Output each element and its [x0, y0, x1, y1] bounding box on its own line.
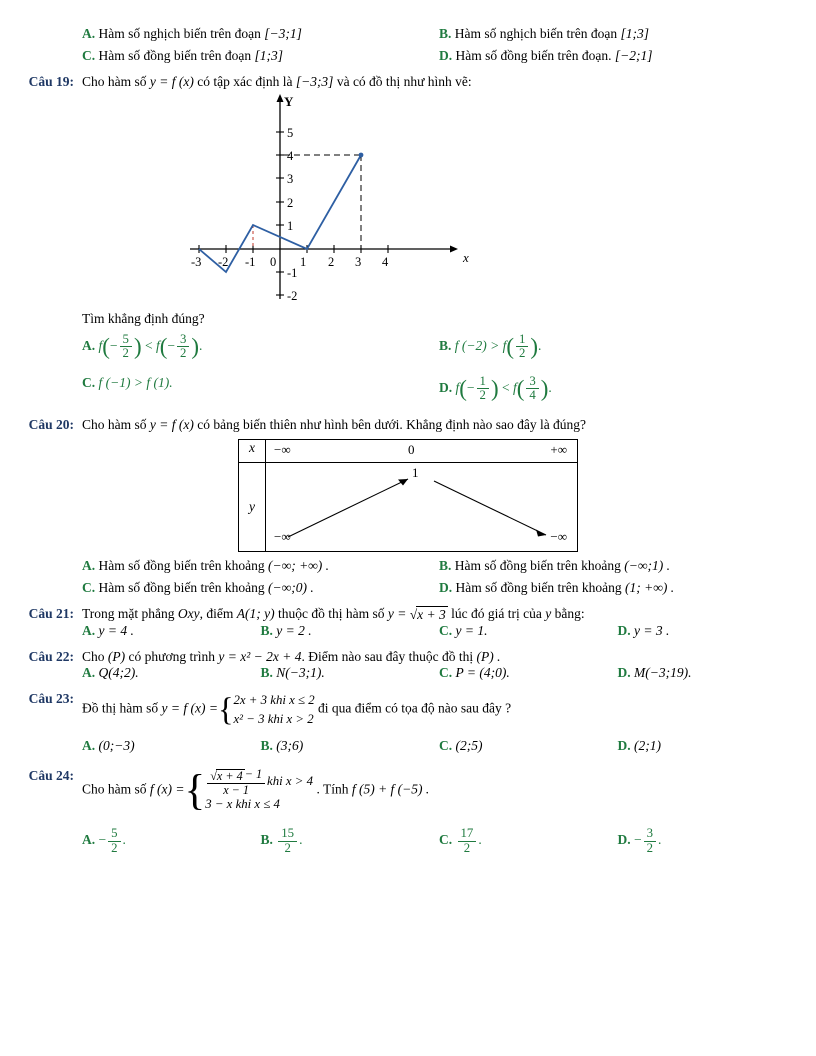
fraction-d: $\frac{3}{2}$ — [644, 827, 656, 855]
option-fd2: f — [512, 380, 517, 395]
option-letter-d: D. — [617, 623, 631, 639]
option-text-c: (2;5) — [455, 738, 483, 754]
q21-options-row — [0, 623, 816, 639]
option-interval-c: (−∞;0) . — [267, 579, 314, 595]
q23-fx: y = f (x) = — [161, 700, 218, 716]
option-text-b: (3;6) — [276, 738, 304, 754]
q20-stem-1: Cho hàm số — [82, 416, 147, 432]
fraction-1-2-d: $\frac{1}{2}$ — [477, 375, 489, 403]
option-interval-c: [1;3] — [254, 48, 283, 63]
option-text-c: Hàm số đồng biến trên đoạn — [98, 48, 252, 63]
fraction-b: $\frac{15}{2}$ — [278, 827, 297, 855]
brace-icon: { — [217, 691, 234, 728]
option-text-c: Hàm số đồng biến trên khoảng — [98, 579, 265, 595]
option-text-a: (0;−3) — [98, 738, 135, 754]
svg-text:0: 0 — [270, 255, 277, 269]
fraction-3-2: $\frac{3}{2}$ — [177, 333, 189, 361]
q22-P: (P) — [107, 649, 126, 665]
option-letter-d: D. — [617, 665, 631, 681]
fraction-5-2: $\frac{5}{2}$ — [120, 333, 132, 361]
fraction-3-4: $\frac{3}{4}$ — [526, 375, 538, 403]
q23-option-d[interactable] — [618, 738, 797, 754]
svg-text:3: 3 — [355, 255, 362, 269]
option-letter-a: A. — [82, 832, 96, 848]
q24-fx: f (x) = — [149, 781, 185, 797]
option-text-b: Hàm số đồng biến trên khoảng — [454, 557, 621, 573]
variation-arrows — [266, 463, 578, 551]
q24-option-b[interactable]: B. $\frac{15}{2}$ . — [260, 826, 303, 855]
q24-options-row — [0, 827, 816, 855]
q24-stem-2: . Tính — [316, 781, 349, 797]
option-letter-c: C. — [439, 832, 453, 848]
option-text-d: Hàm số đồng biến trên đoạn. — [455, 48, 612, 63]
svg-text:1: 1 — [287, 219, 294, 233]
q21-option-d[interactable] — [618, 623, 797, 639]
svg-text:-3: -3 — [191, 255, 202, 269]
q22-option-a[interactable] — [82, 665, 261, 681]
y-top: 1 — [412, 464, 419, 480]
q22-stem-2: có phương trình — [128, 649, 215, 665]
svg-text:2: 2 — [287, 196, 294, 210]
option-text-d: Hàm số đồng biến trên khoảng — [455, 579, 622, 595]
q23-option-c[interactable] — [439, 738, 618, 754]
q21-stem-1: Trong mặt phẳng — [82, 605, 175, 621]
q20-variation-table — [238, 439, 578, 552]
option-letter-c: C. — [439, 738, 453, 754]
option-interval-b: [1;3] — [620, 26, 649, 41]
option-text-a: Hàm số đồng biến trên khoảng — [98, 557, 265, 573]
option-text-c: y = 1. — [455, 623, 488, 639]
svg-text:Y: Y — [284, 94, 294, 109]
q21-oxy: Oxy — [177, 605, 200, 621]
svg-text:-1: -1 — [287, 266, 298, 280]
option-d-lt: < — [501, 380, 510, 395]
option-a-lt: < — [144, 338, 153, 354]
q19-stem-3: và có đồ thị như hình vẽ: — [336, 74, 472, 89]
option-letter-a: A. — [82, 665, 96, 681]
q24-case1-cond: khi x > 4 — [267, 774, 314, 789]
q19-stem-1: Cho hàm số — [82, 74, 147, 89]
option-letter-d: D. — [439, 48, 453, 63]
sqrt-icon: √x + 3 — [409, 607, 446, 623]
q22-stem-1: Cho — [82, 649, 105, 665]
q21-point: A(1; y) — [236, 605, 275, 621]
fraction-c: $\frac{17}{2}$ — [458, 827, 477, 855]
q22-option-d[interactable] — [618, 665, 797, 681]
option-letter-a: A. — [82, 738, 96, 754]
q23-label: Câu 23: — [28, 691, 74, 707]
option-text-d: M(−3;19). — [634, 665, 692, 681]
q18-option-b[interactable] — [439, 26, 796, 42]
q19-stem-fx: y = f (x) — [149, 74, 194, 89]
q18-option-d[interactable] — [439, 48, 796, 64]
option-d-sign: − — [634, 832, 642, 848]
svg-text:1: 1 — [300, 255, 307, 269]
question-22 — [0, 649, 816, 665]
option-letter-b: B. — [260, 832, 273, 848]
option-text-d: y = 3 . — [634, 623, 670, 639]
q24-case1-fraction: $\frac{√x + 4 - 1}{x - 1}$ — [207, 768, 265, 796]
q21-stem-2: , điểm — [199, 605, 234, 621]
y-bottom-right: −∞ — [550, 528, 567, 544]
q19-stem-domain: [−3;3] — [295, 74, 334, 89]
option-a-minus: − — [109, 338, 118, 354]
option-letter-c: C. — [439, 623, 453, 639]
q20-options-row-1 — [0, 558, 816, 596]
option-letter-b: B. — [439, 26, 452, 41]
fraction-1-2: $\frac{1}{2}$ — [516, 333, 528, 361]
fraction-a: $\frac{5}{2}$ — [108, 827, 120, 855]
option-letter-b: B. — [260, 738, 273, 754]
option-letter-b: B. — [260, 665, 273, 681]
option-fd1: f — [455, 380, 460, 395]
q22-P2: (P) . — [476, 649, 501, 665]
q19-question: Tìm khẳng định đúng? — [82, 311, 205, 326]
option-text-c: f (−1) > f (1). — [98, 374, 173, 390]
option-letter-d: D. — [439, 579, 453, 595]
q21-stem-4: lúc đó giá trị của — [451, 605, 542, 621]
q19-graph — [180, 94, 480, 309]
q22-option-c[interactable] — [439, 665, 618, 681]
q19-question-row — [0, 311, 816, 327]
option-interval-a: (−∞; +∞) . — [267, 557, 330, 573]
q19-option-c[interactable] — [82, 375, 439, 403]
option-text-d: (2;1) — [634, 738, 661, 754]
q20-stem-2: có bảng biến thiên như hình bên dưới. Khẳng định nào sao đây là đúng? — [197, 416, 587, 432]
option-letter-d: D. — [617, 738, 631, 754]
x-mid: 0 — [408, 441, 415, 457]
option-interval-d: (1; +∞) . — [624, 579, 675, 595]
svg-text:2: 2 — [328, 255, 335, 269]
question-20 — [0, 417, 816, 433]
q22-options-row — [0, 665, 816, 681]
option-text-b: N(−3;1). — [276, 665, 325, 681]
table-row-x — [239, 439, 578, 462]
q19-option-b[interactable]: B. f (−2) > f( $\frac{1}{2}$ ). — [439, 332, 542, 361]
table-label-y: y — [239, 462, 266, 551]
svg-text:4: 4 — [287, 149, 294, 163]
q19-option-d[interactable]: D. f(− $\frac{1}{2}$ ) < f( $\frac{3}{4}$ ). — [439, 373, 552, 403]
option-letter-c: C. — [82, 48, 96, 63]
q21-func: y = — [387, 605, 410, 621]
q21-option-b[interactable] — [261, 623, 440, 639]
table-cell-y — [266, 462, 578, 551]
question-24 — [0, 768, 816, 813]
svg-text:-2: -2 — [287, 289, 298, 303]
brace-icon: { — [184, 766, 206, 814]
q22-eq: y = x² − 2x + 4 — [218, 649, 302, 665]
table-label-x: x — [239, 439, 266, 462]
svg-text:-1: -1 — [245, 255, 256, 269]
option-interval-d: [−2;1] — [614, 48, 653, 63]
option-letter-c: C. — [82, 579, 96, 595]
q20-option-a[interactable] — [82, 558, 439, 574]
svg-text:x: x — [463, 250, 469, 265]
option-fb: f — [155, 338, 160, 354]
question-19 — [0, 74, 816, 90]
q18-option-c[interactable] — [82, 48, 439, 64]
q24-cases — [205, 768, 313, 813]
q18-options-row-1 — [0, 26, 816, 64]
option-text-a: y = 4 . — [98, 623, 134, 639]
q21-option-c[interactable] — [439, 623, 618, 639]
q24-option-c[interactable]: C. $\frac{17}{2}$ . — [439, 826, 482, 855]
y-bottom-left: −∞ — [274, 528, 291, 544]
option-letter-a: A. — [82, 338, 96, 354]
q23-options-row — [0, 738, 816, 754]
option-text-a: Q(4;2). — [98, 665, 139, 681]
table-row-y — [239, 462, 578, 551]
svg-text:-2: -2 — [218, 255, 229, 269]
svg-text:4: 4 — [382, 255, 389, 269]
option-text-c: P = (4;0). — [455, 665, 510, 681]
q21-option-a[interactable] — [82, 623, 261, 639]
sqrt-icon: √x + 4 — [210, 768, 243, 783]
q24-label: Câu 24: — [28, 768, 74, 784]
q19-label: Câu 19: — [28, 74, 74, 89]
q20-option-c[interactable] — [82, 580, 439, 596]
option-letter-a: A. — [82, 623, 96, 639]
q23-case-2: x² − 3 khi x > 2 — [233, 711, 314, 726]
option-letter-d: D. — [439, 380, 453, 395]
option-letter-c: C. — [82, 374, 96, 390]
table-cell-x — [266, 439, 578, 462]
q20-label: Câu 20: — [28, 416, 74, 432]
q19-option-a[interactable]: A. f(− $\frac{5}{2}$ ) < f(− $\frac{3}{2}$ ). — [82, 332, 203, 361]
q18-option-a[interactable] — [82, 26, 439, 42]
option-letter-b: B. — [260, 623, 273, 639]
q22-label: Câu 22: — [28, 649, 74, 665]
q23-option-b[interactable] — [261, 738, 440, 754]
q23-cases — [234, 691, 315, 728]
q24-stem-1: Cho hàm số — [82, 781, 147, 797]
q24-option-a[interactable]: A. − $\frac{5}{2}$ . — [82, 826, 126, 855]
q24-expr: f (5) + f (−5) . — [351, 781, 430, 797]
q20-option-d[interactable] — [439, 580, 796, 596]
q21-stem-5: bằng: — [554, 605, 585, 621]
option-letter-b: B. — [439, 338, 452, 354]
option-text-b: Hàm số nghịch biến trên đoạn — [454, 26, 618, 41]
x-left: −∞ — [274, 441, 291, 457]
svg-text:5: 5 — [287, 126, 294, 140]
q23-option-a[interactable] — [82, 738, 261, 754]
option-letter-a: A. — [82, 26, 96, 41]
question-23 — [0, 691, 816, 728]
q23-case-1: 2x + 3 khi x ≤ 2 — [233, 693, 315, 708]
q20-option-b[interactable] — [439, 558, 796, 574]
q24-option-d[interactable]: D. − $\frac{3}{2}$ . — [617, 826, 662, 855]
option-letter-c: C. — [439, 665, 453, 681]
q19-stem-2: có tập xác định là — [197, 74, 293, 89]
option-letter-b: B. — [439, 557, 452, 573]
q22-stem-3: . Điểm nào sau đây thuộc đồ thị — [301, 649, 474, 665]
option-b-prefix: f (−2) > f — [454, 338, 507, 354]
option-letter-a: A. — [82, 557, 96, 573]
question-21 — [0, 606, 816, 623]
q19-graph-svg — [180, 94, 480, 309]
option-letter-d: D. — [617, 832, 631, 848]
q20-stem-fx: y = f (x) — [149, 416, 194, 432]
option-a-sign: − — [98, 832, 107, 848]
q22-option-b[interactable] — [261, 665, 440, 681]
option-fa: f — [98, 338, 103, 354]
option-text-a: Hàm số nghịch biến trên đoạn — [98, 26, 261, 41]
q23-stem-2: đi qua điểm có tọa độ nào sau đây ? — [318, 700, 512, 716]
x-right: +∞ — [550, 441, 567, 457]
option-interval-b: (−∞;1) . — [624, 557, 670, 573]
q21-stem-3: thuộc đồ thị hàm số — [277, 605, 385, 621]
svg-text:3: 3 — [287, 172, 294, 186]
q23-stem-1: Đồ thị hàm số — [82, 700, 159, 716]
option-interval-a: [−3;1] — [264, 26, 302, 41]
q24-case-2: 3 − x khi x ≤ 4 — [205, 797, 280, 812]
q21-label: Câu 21: — [28, 605, 74, 621]
option-text-b: y = 2 . — [276, 623, 312, 639]
q19-options-row-1 — [0, 333, 816, 403]
q21-var: y — [545, 605, 552, 621]
